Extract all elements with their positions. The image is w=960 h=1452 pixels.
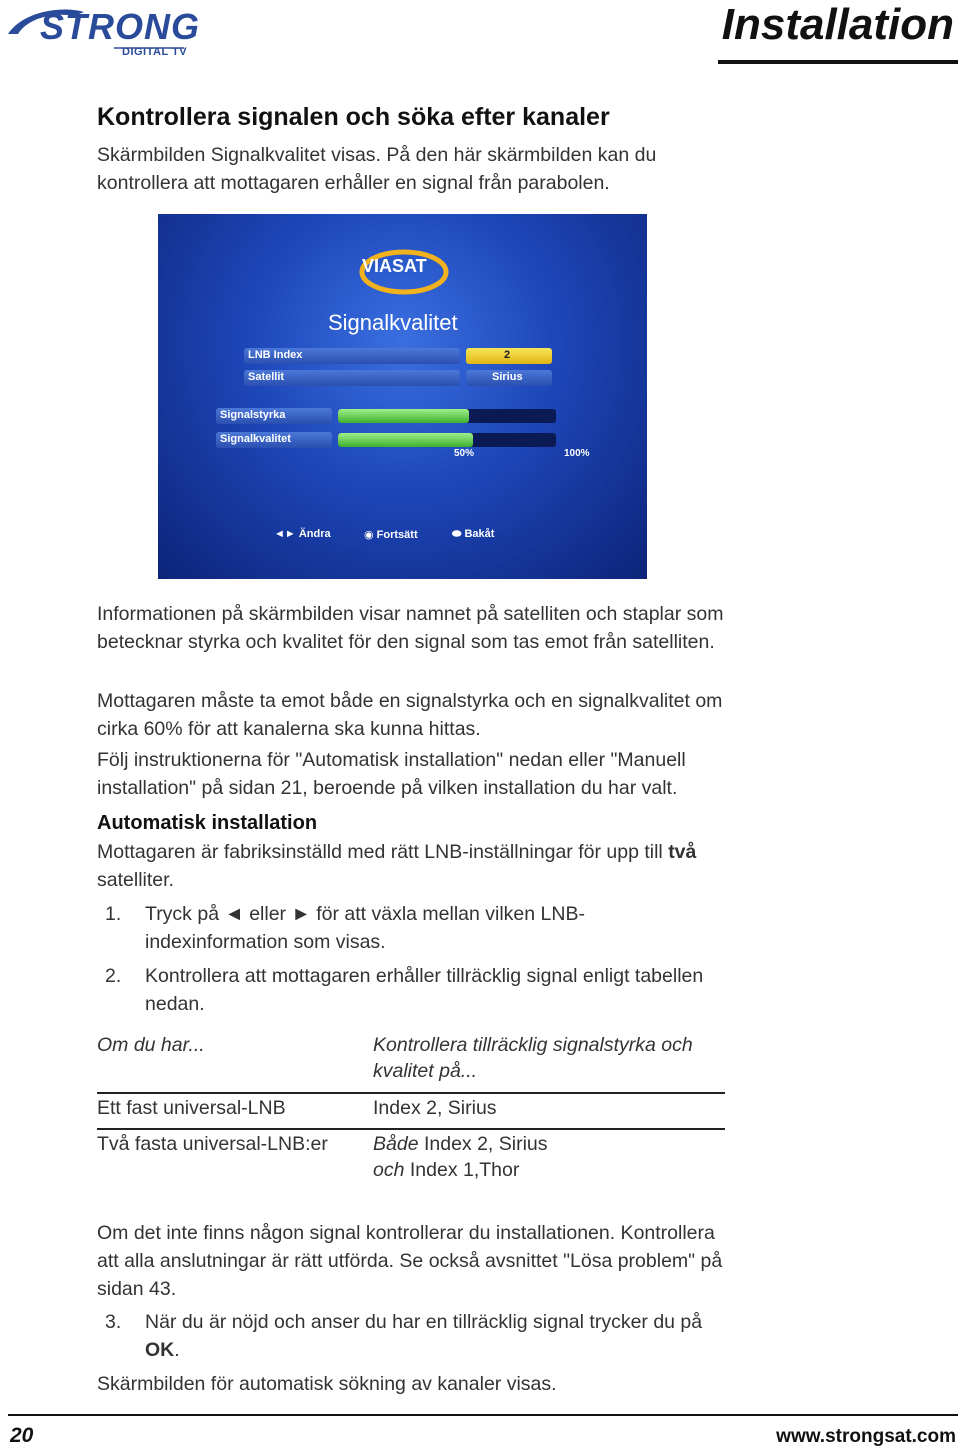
viasat-brand: VIASAT — [362, 256, 427, 276]
step3-part: När du är nöjd och anser du har en tillräcklig signal trycker du på — [145, 1311, 703, 1333]
signal-quality-bar — [338, 433, 556, 447]
section-heading: Kontrollera signalen och söka efter kanaler — [97, 103, 610, 131]
instructions-paragraph: Följ instruktionerna för "Automatisk installation" nedan eller "Manuell installation" på sidan 21, beroende på vilken installation du har valt. — [97, 749, 686, 799]
page-number: 20 — [10, 1424, 34, 1447]
tv-screenshot — [158, 214, 647, 579]
left-arrow-icon: ◄ — [224, 903, 244, 925]
requirement-paragraph: Mottagaren måste ta emot både en signalstyrka och en signalkvalitet om cirka 60% för att kanalerna ska kunna hittas. — [97, 690, 723, 740]
table-divider — [97, 1128, 725, 1130]
signal-strength-fill — [338, 409, 469, 423]
emphasis: och — [373, 1159, 405, 1181]
table-cell: Ett fast universal-LNB — [97, 1097, 286, 1119]
header-divider — [718, 60, 958, 64]
scale-100: 100% — [564, 448, 590, 459]
ok-key-label: OK — [145, 1339, 175, 1361]
back-hint-label: Bakåt — [464, 528, 495, 540]
emphasis: Både — [373, 1133, 419, 1155]
back-hint — [452, 528, 494, 541]
final-paragraph: Skärmbilden för automatisk sökning av kanaler visas. — [97, 1373, 557, 1395]
cell-text: Index 2, Sirius — [418, 1133, 548, 1155]
lnb-table — [97, 1032, 725, 1182]
step-number: 3. — [105, 1311, 122, 1333]
satellite-value: Sirius — [492, 371, 523, 383]
lnb-index-value: 2 — [504, 349, 511, 361]
left-right-arrows-icon: ◄► — [274, 528, 296, 540]
auto-text-end: satelliter. — [97, 869, 174, 891]
auto-text-part: Mottagaren är fabriksinställd med rätt LNB-inställningar för upp till — [97, 841, 669, 863]
auto-install-heading: Automatisk installation — [97, 812, 318, 834]
info-paragraph: Informationen på skärmbilden visar namnet på satelliten och staplar som betecknar styrka och kvalitet för den signal som tas emot från satelliten. — [97, 603, 724, 653]
change-hint — [274, 528, 331, 540]
lnb-index-label: LNB Index — [248, 349, 303, 361]
step1-part: eller — [243, 903, 292, 925]
logo-text: STRONG — [40, 6, 201, 47]
step-number: 2. — [105, 965, 122, 987]
continue-hint-label: Fortsätt — [376, 529, 418, 541]
table-cell: Två fasta universal-LNB:er — [97, 1133, 328, 1155]
no-signal-paragraph: Om det inte finns någon signal kontrollerar du installationen. Kontrollera att alla anslutningar är rätt utförda. Se också avsnittet "Lösa problem" på sidan 43. — [97, 1222, 723, 1300]
website-link[interactable]: www.strongsat.com — [776, 1426, 956, 1447]
table-cell-line — [373, 1157, 713, 1183]
step-number: 1. — [105, 903, 122, 925]
signal-quality-fill — [338, 433, 473, 447]
table-header-left: Om du har... — [97, 1034, 205, 1056]
step1-part: Tryck på — [145, 903, 225, 925]
step-text — [145, 900, 725, 956]
signal-strength-label: Signalstyrka — [220, 409, 286, 421]
scale-50: 50% — [454, 448, 475, 459]
right-arrow-icon: ► — [291, 903, 311, 925]
table-header-right: Kontrollera tillräcklig signalstyrka och kvalitet på... — [373, 1034, 693, 1082]
change-hint-label: Ändra — [298, 528, 331, 540]
step-1 — [105, 900, 725, 956]
table-cell — [373, 1131, 713, 1183]
screen-title: Signalkvalitet — [328, 310, 458, 335]
auto-install-text — [97, 838, 737, 894]
auto-text-bold: två — [668, 841, 697, 863]
step-text: Kontrollera att mottagaren erhåller tillräcklig signal enligt tabellen nedan. — [145, 965, 704, 1015]
table-cell-line — [373, 1131, 713, 1157]
step3-part: . — [174, 1339, 180, 1361]
logo-subtext: DIGITAL TV — [122, 46, 188, 58]
signal-quality-label: Signalkvalitet — [220, 433, 291, 445]
back-button-icon: ⬬ — [452, 528, 462, 540]
table-cell: Index 2, Sirius — [373, 1097, 497, 1119]
signal-strength-bar — [338, 409, 556, 423]
satellite-label: Satellit — [248, 371, 285, 383]
ok-button-icon: ◉ — [364, 529, 374, 541]
step1-part: för att växla mellan vilken LNB-indexinformation som visas. — [145, 903, 585, 953]
page-title: Installation — [721, 0, 954, 49]
intro-paragraph: Skärmbilden Signalkvalitet visas. På den här skärmbilden kan du kontrollera att mottagaren erhåller en signal från parabolen. — [97, 144, 657, 194]
step-text — [145, 1308, 725, 1364]
step-2 — [105, 962, 725, 1018]
cell-text: Index 1,Thor — [404, 1159, 520, 1181]
table-divider — [97, 1092, 725, 1094]
footer-divider — [8, 1414, 958, 1416]
step-3 — [105, 1308, 725, 1364]
continue-hint — [364, 528, 418, 541]
